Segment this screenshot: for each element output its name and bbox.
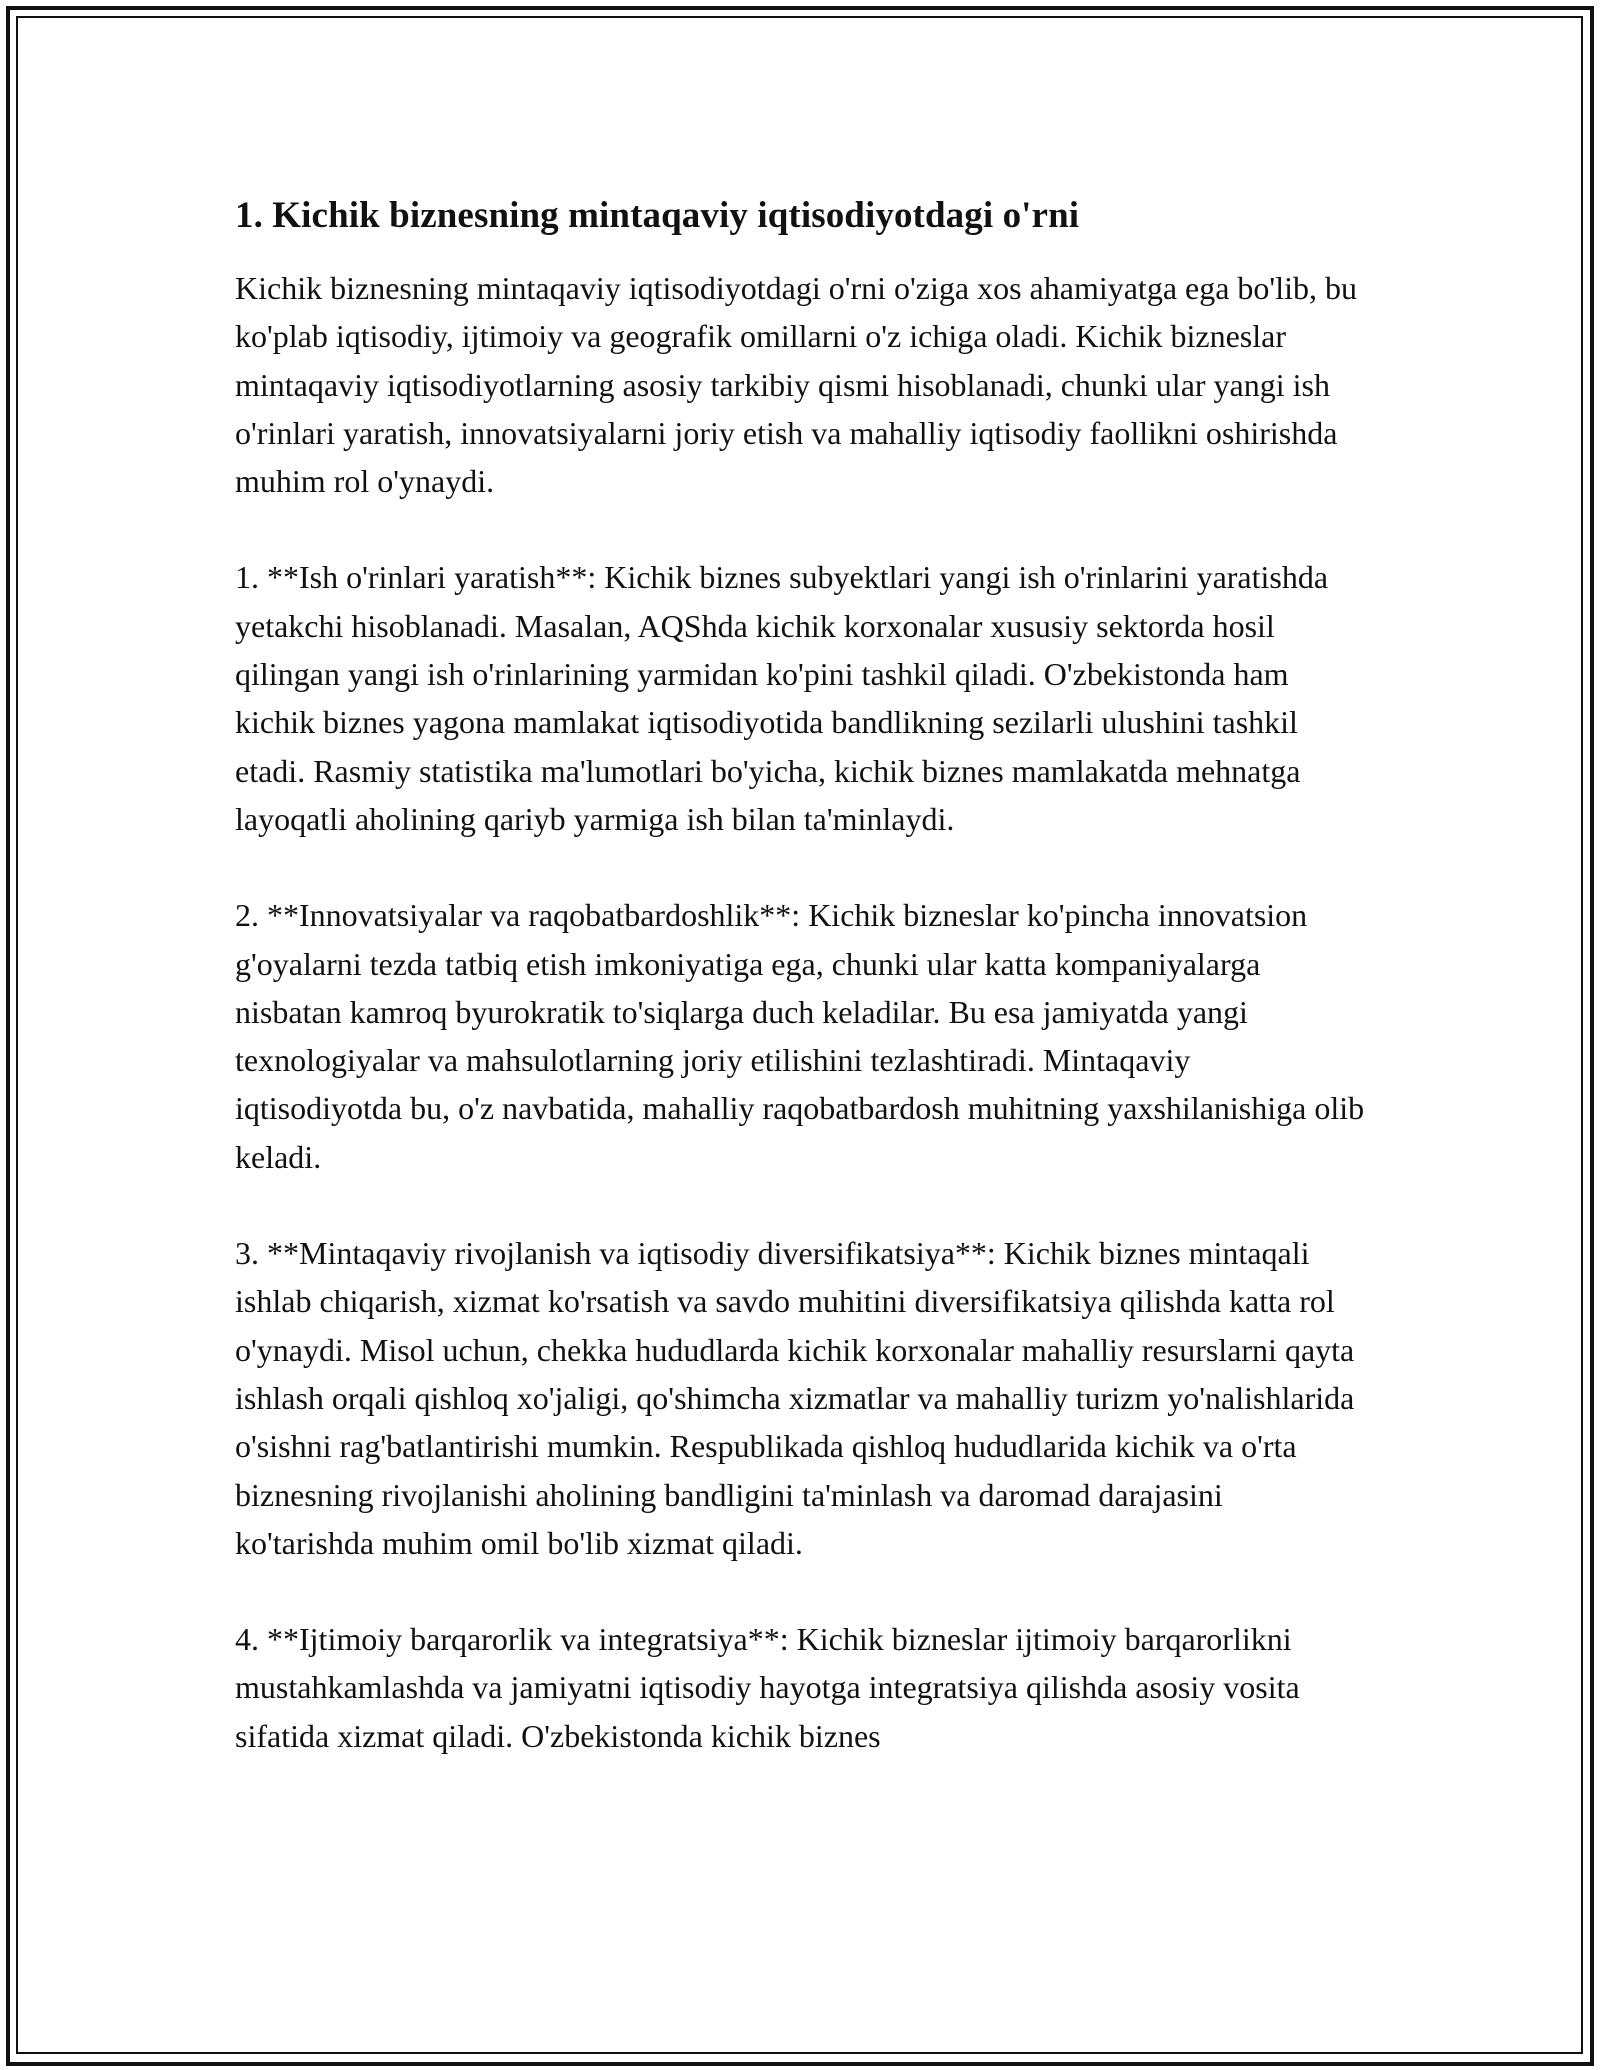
intro-paragraph: Kichik biznesning mintaqaviy iqtisodiyotdagi o'rni o'ziga xos ahamiyatga ega bo'lib, bu ko'plab iqtisodiy, ijtimoiy va geografik omillarni o'z ichiga oladi. Kichik bizneslar mintaqaviy iqtisodiyotlarning asosiy tarkibiy qismi hisoblanadi, chunki ular yangi ish o'rinlari yaratish, innovatsiyalarni joriy etish va mahalliy iqtisodiy faollikni oshirishda muhim rol o'ynaydi. [235,270,1357,500]
paragraph-innovation: 2. **Innovatsiyalar va raqobatbardoshlik**: Kichik bizneslar ko'pincha innovatsion g'oyalarni tezda tatbiq etish imkoniyatiga ega, chunki ular katta kompaniyalarga nisbatan kamroq byurokratik to'siqlarga duch keladilar. Bu esa jamiyatda yangi texnologiyalar va mahsulotlarning joriy etilishini tezlashtiradi. Mintaqaviy iqtisodiyotda bu, o'z navbatida, mahalliy raqobatbardosh muhitning yaxshilanishiga olib keladi. [235,897,1365,1175]
document-body [235,188,1365,1760]
paragraph-job-creation: 1. **Ish o'rinlari yaratish**: Kichik biznes subyektlari yangi ish o'rinlarini yaratishda yetakchi hisoblanadi. Masalan, AQShda kichik korxonalar xususiy sektorda hosil qilingan yangi ish o'rinlarining yarmidan ko'pini tashkil qiladi. O'zbekistonda ham kichik biznes yagona mamlakat iqtisodiyotida bandlikning sezilarli ulushini tashkil etadi. Rasmiy statistika ma'lumotlari bo'yicha, kichik biznes mamlakatda mehnatga layoqatli aholining qariyb yarmiga ish bilan ta'minlaydi. [235,559,1329,837]
paragraph-regional-development: 3. **Mintaqaviy rivojlanish va iqtisodiy diversifikatsiya**: Kichik biznes mintaqali ishlab chiqarish, xizmat ko'rsatish va savdo muhitini diversifikatsiya qilishda katta rol o'ynaydi. Misol uchun, chekka hududlarda kichik korxonalar mahalliy resurslarni qayta ishlash orqali qishloq xo'jaligi, qo'shimcha xizmatlar va mahalliy turizm yo'nalishlarida o'sishni rag'batlantirishi mumkin. Respublikada qishloq hududlarida kichik va o'rta biznesning rivojlanishi aholining bandligini ta'minlash va daromad darajasini ko'tarishda muhim omil bo'lib xizmat qiladi. [235,1235,1355,1561]
section-heading: 1. Kichik biznesning mintaqaviy iqtisodiyotdagi o'rni [235,195,1080,236]
paragraph-social-stability: 4. **Ijtimoiy barqarorlik va integratsiya**: Kichik bizneslar ijtimoiy barqarorlikni mustahkamlashda va jamiyatni iqtisodiy hayotga integratsiya qilishda asosiy vosita sifatida xizmat qiladi. O'zbekistonda kichik biznes [235,1621,1300,1754]
